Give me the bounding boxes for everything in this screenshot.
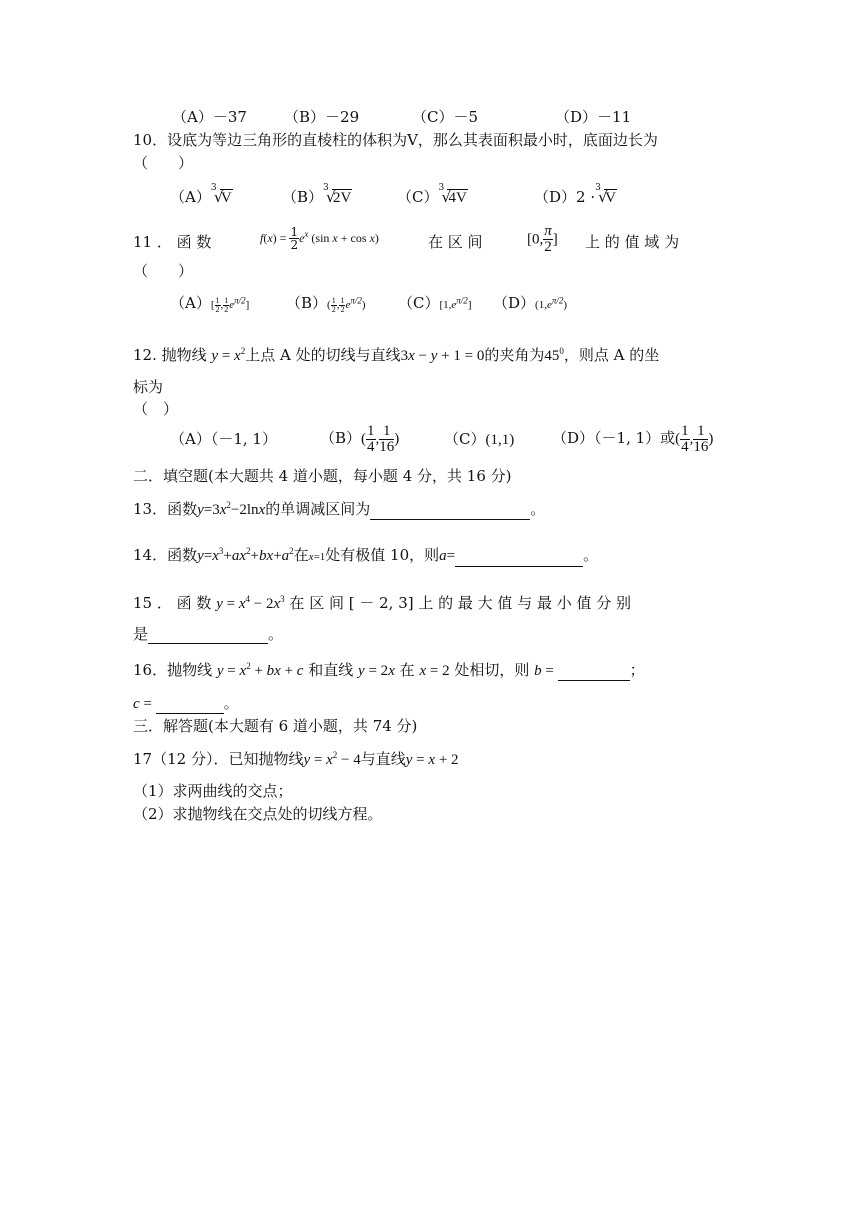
q9-option-a: （A）－37 [172,108,247,126]
q10-option-c: （C） 3 √ 4V [397,183,467,206]
q10-paren: （ ） [133,154,194,172]
q10-option-b: （B） 3 √ 2V [282,183,352,206]
q11-interval-formula: [0, $\frac{\pi}{2}$ ] [527,223,558,255]
q12-option-b: （B）( $\frac{1}{4}$ , $\frac{1}{16}$ ) [320,423,400,455]
q10-option-a: （A） 3 √ V [170,183,232,206]
q11-tail: 上 的 值 域 为 [585,233,680,251]
q12-option-a: （A）（－1, 1） [170,430,277,448]
q11-option-a: （A）[ $\frac{1}{2}$ , $\frac{1}{2}$ $e^{\pi/2}$] [170,294,250,314]
q9-option-b: （B）－29 [284,108,360,126]
q11-option-b: （B）( $\frac{1}{2}$ , $\frac{1}{2}$ $e^{\pi/2}$) [286,294,366,314]
q9-option-d: （D）－11 [555,108,632,126]
q15-line2: 是 。 [133,625,284,643]
q10-option-d: （D）2 · 3 √ V [534,183,616,206]
q12-option-d: （D）（－1, 1）或( $\frac{1}{4}$ , $\frac{1}{16}$ ) [552,423,714,455]
q11-interval-text: 在 区 间 [428,233,483,251]
q14: 14．函数$y=x^3+ax^2+bx+a^2$在x=1处有极值 10，则a= 。 [133,545,598,567]
q17-part-2: （2）求抛物线在交点处的切线方程。 [133,805,383,823]
q10-question: 10．设底为等边三角形的直棱柱的体积为V，那么其表面积最小时，底面边长为 [133,131,658,149]
q12-paren: （ ） [133,400,179,418]
q12-option-c: （C）(1,1) [444,430,515,448]
q11-lead: 11 ． 函 数 [133,233,212,251]
q11-option-d: $(D)(1,e^{\pi/2})$ [493,294,568,312]
q12-line2: 标为 [133,378,164,396]
q15-line1: 15 ． 函 数 $y = x^4 - 2x^3$ 在 区 间 [ － 2, 3] 上 的 最 大 值 与 最 小 值 分 别 [133,594,632,612]
q9-option-c: （C）－5 [412,108,479,126]
q13-answer-blank[interactable] [370,503,530,520]
q16-b-answer-blank[interactable] [558,664,630,681]
q15-answer-blank[interactable] [148,627,268,644]
q11-paren: （ ） [133,262,194,280]
q17-part-1: （1）求两曲线的交点； [133,782,293,800]
section-3-heading: 三．解答题(本大题有 6 道小题，共 74 分) [133,717,418,735]
section-2-heading: 二．填空题(本大题共 4 道小题，每小题 4 分，共 16 分) [133,467,512,485]
q16-c-answer-blank[interactable] [156,697,224,714]
q16-line1: 16．抛物线 $y = x^2$ + bx + c 和直线 y = 2x 在 x = 2 处相切，则 b = ； [133,661,645,679]
q14-answer-blank[interactable] [455,550,583,567]
q16-line2: c = 。 [133,694,239,712]
q12-line1: 12. 抛物线 $y = x^2$上点 A 处的切线与直线3x − y + 1 = 0的夹角为$45^0$，则点 A 的坐 [133,346,660,364]
q11-option-c: $(C)[1,e^{\pi/2}]$ [398,294,472,312]
q17-stem: 17（12 分）．已知抛物线$y = x^2 - 4$与直线y = x + 2 [133,750,459,768]
q13: 13．函数$y=3x^2-2\ln x$的单调减区间为 。 [133,500,546,518]
q11-function-formula: f(x) = $\frac{1}{2}$ $e^x$ (sin x + cos x) [260,225,379,252]
